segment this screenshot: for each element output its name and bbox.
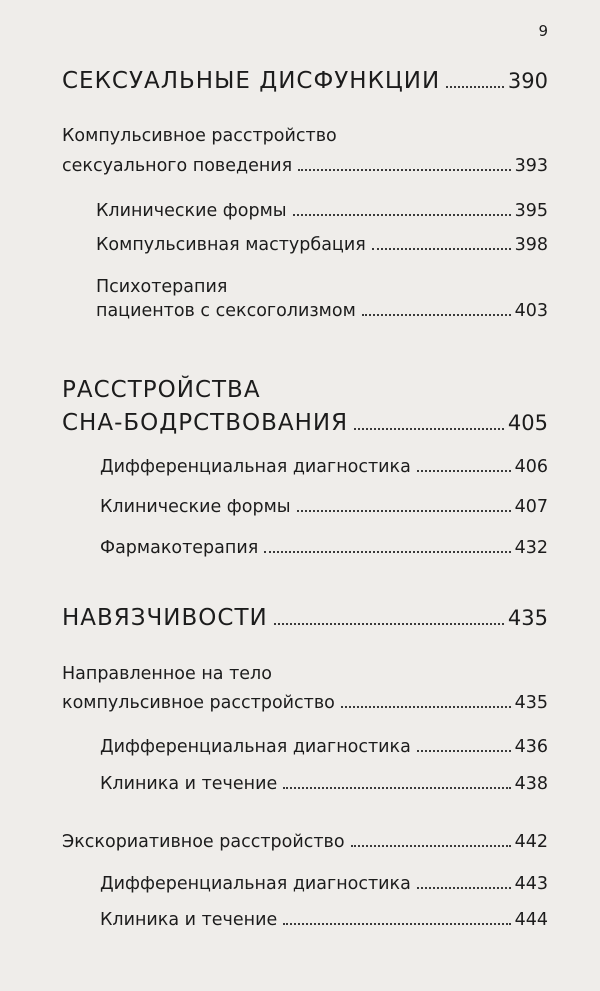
dot-leader bbox=[351, 845, 511, 847]
dot-leader bbox=[417, 470, 511, 472]
toc-page-number: 405 bbox=[507, 411, 548, 435]
toc-heading-title: СНА-БОДРСТВОВАНИЯ bbox=[62, 410, 349, 436]
dot-leader bbox=[274, 623, 504, 625]
toc-page-number: 393 bbox=[514, 156, 548, 176]
toc-entry-line: Компульсивное расстройство bbox=[62, 126, 337, 146]
toc-page-number: 395 bbox=[514, 201, 548, 221]
toc-entry-clinic-course bbox=[100, 910, 548, 930]
toc-heading-line: РАССТРОЙСТВА bbox=[62, 377, 261, 403]
toc-page-number: 407 bbox=[514, 497, 548, 517]
toc-entry-title: Клинические формы bbox=[96, 201, 287, 221]
toc-entry-differential-diagnosis bbox=[100, 874, 548, 894]
toc-entry-title: компульсивное расстройство bbox=[62, 693, 335, 713]
toc-entry-psychotherapy bbox=[96, 301, 548, 321]
toc-entry-clinical-forms bbox=[100, 497, 548, 517]
toc-page-number: 435 bbox=[507, 606, 548, 630]
dot-leader bbox=[446, 86, 504, 88]
toc-entry-compulsive-sexual-behavior bbox=[62, 156, 548, 176]
dot-leader bbox=[372, 248, 511, 250]
toc-page-number: 443 bbox=[514, 874, 548, 894]
toc-page-number: 436 bbox=[514, 737, 548, 757]
toc-page-number: 390 bbox=[507, 69, 548, 93]
toc-entry-title: Клиника и течение bbox=[100, 910, 278, 930]
toc-page-number: 403 bbox=[514, 301, 548, 321]
toc-page-number: 435 bbox=[514, 693, 548, 713]
toc-entry-compulsive-masturbation bbox=[96, 235, 548, 255]
toc-entry-title: Фармакотерапия bbox=[100, 538, 259, 558]
toc-entry-title: пациентов с сексоголизмом bbox=[96, 301, 356, 321]
toc-heading-title: НАВЯЗЧИВОСТИ bbox=[62, 605, 268, 631]
toc-entry-title: Экскориативное расстройство bbox=[62, 832, 345, 852]
toc-entry-pharmacotherapy bbox=[100, 538, 548, 558]
toc-heading-sexual-dysfunctions bbox=[62, 68, 548, 94]
toc-page-number: 432 bbox=[514, 538, 548, 558]
dot-leader bbox=[283, 923, 510, 925]
dot-leader bbox=[341, 706, 511, 708]
dot-leader bbox=[297, 510, 511, 512]
dot-leader bbox=[417, 750, 511, 752]
toc-entry-clinic-course bbox=[100, 774, 548, 794]
dot-leader bbox=[417, 887, 511, 889]
toc-entry-title: Дифференциальная диагностика bbox=[100, 874, 411, 894]
toc-heading-title: СЕКСУАЛЬНЫЕ ДИСФУНКЦИИ bbox=[62, 68, 441, 94]
toc-entry-excoriation-disorder bbox=[62, 832, 548, 852]
toc-entry-title: Компульсивная мастурбация bbox=[96, 235, 366, 255]
toc-page-number: 442 bbox=[514, 832, 548, 852]
dot-leader bbox=[362, 314, 511, 316]
toc-entry-title: Клиника и течение bbox=[100, 774, 278, 794]
toc-entry-title: сексуального поведения bbox=[62, 156, 293, 176]
dot-leader bbox=[264, 551, 510, 553]
toc-heading-sleep-wake-disorders bbox=[62, 410, 548, 436]
toc-entry-differential-diagnosis bbox=[100, 457, 548, 477]
toc-entry-title: Дифференциальная диагностика bbox=[100, 457, 411, 477]
dot-leader bbox=[298, 169, 510, 171]
toc-entry-title: Клинические формы bbox=[100, 497, 291, 517]
toc-page-number: 398 bbox=[514, 235, 548, 255]
toc-heading-obsessions bbox=[62, 605, 548, 631]
toc-entry-line: Направленное на тело bbox=[62, 664, 272, 684]
toc-page-number: 406 bbox=[514, 457, 548, 477]
page-number: 9 bbox=[538, 22, 548, 40]
dot-leader bbox=[354, 428, 504, 430]
toc-entry-title: Дифференциальная диагностика bbox=[100, 737, 411, 757]
toc-entry-line: Психотерапия bbox=[96, 277, 228, 297]
toc-entry-body-focused-disorder bbox=[62, 693, 548, 713]
toc-entry-clinical-forms bbox=[96, 201, 548, 221]
dot-leader bbox=[293, 214, 511, 216]
toc-page-number: 438 bbox=[514, 774, 548, 794]
toc-entry-differential-diagnosis bbox=[100, 737, 548, 757]
toc-page-number: 444 bbox=[514, 910, 548, 930]
dot-leader bbox=[283, 787, 510, 789]
